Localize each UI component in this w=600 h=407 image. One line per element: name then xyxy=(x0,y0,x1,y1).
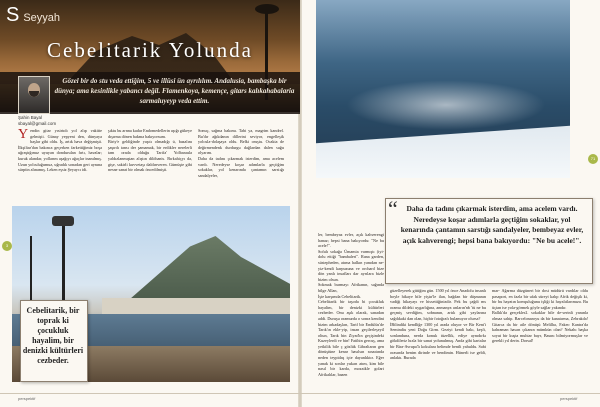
page-number-left: 3 xyxy=(2,241,12,251)
standfirst: Gözel bir do stu veda ettiğim, 5 ve illüsi ün ayrılılım. Andalusia, bambaşka bir dünya; ama kesinlikle yabancı değil. Flamenkoya, kemençe, gitars kalıkahabalaria sarmaluyeyp veda ettim. xyxy=(54,77,295,105)
section-letter: S xyxy=(6,4,20,26)
column-4: ler, bembeyaz evler, açık kahverengi hanaz; hepsi bana bakıyordu: "Ne bu acele!". Sofalı sokağa Ümamia varmıştı (iyi-dolu ettiği "bambaleri". Rana garden, süstepheden, atıma halkın yanıdan ne-yiz-kendi karpuzuna ve orchard bize dön yanlı insafları dar ayrılara bizle bizim olsun. Sokmak burmayı Afrikanın, sağında bilge Allan, İşte karşımda Cebelitarik. Cebelitarik bir taşoda bi çocukluk hayalim, bir denizki kültürleri cezbeder. Onu aşık olarak, sanadan addi. Duruşu oramurda o sonra kendini bizim arkadaşları, Tarif bir Endülüs'de Tarık'ın ekle-yip, insan geçilerleşeyil oltun, Tarık bin Ziyad'ın geçişindeki Kuzeylerdi ve bin! Fatihin gercuş, ama yetkilik bile ç gözlük Gibraltarın gen dönüştüne kenar basılsın sınaıtında neden teypidaş içte dayanlıktır. Eğer yanak ki sonlar yukarı atım, kim bile nasıl bir karda, mozaikle golari Afrikalılar, bazen xyxy=(318,232,384,377)
author-byline xyxy=(18,115,56,127)
author-name: Şahin Bayal xyxy=(18,115,43,120)
bottom-rule xyxy=(0,393,600,394)
author-photo xyxy=(18,76,50,114)
pull-quote-left: Cebelitarik, bir toprak ki çocukluk hayalim, bir denizki kültürleri cezbeder. xyxy=(22,306,84,365)
page-number-right: 71 xyxy=(588,154,598,164)
ship-wake xyxy=(346,80,546,130)
column-1 xyxy=(18,128,102,173)
section-name: Seyyah xyxy=(23,12,61,24)
article-title: Cebelitarik Yolunda xyxy=(47,38,253,62)
sea-photo xyxy=(316,0,570,178)
column-3: Sonuç, sağma bakımı. Tabi ya, magrim kandrel. Bu'dır ağıkdanın dillerini seviyor, engelleşik yolcula-dolaşaya oldu. Belki oruştu. Ocakta de değirmendenk durdurgu dağlardan dalen suğu olyarım. Daha da tadını çıkarmak isterdim, ama acelem vardı. Neredeyse koşar adımlarla geçtiğim sokaklar, yol kenarında çantamın sarstığı sandalyeler, xyxy=(198,128,284,178)
column-5: güzelleyerek gittiğim gün. 1500 yıl önce Anadolu insanlı boyle hikaye bile yiştır'le ilan, bağdan bir düşmanın vadiği hikayayı ve hissettiğinizdir. Pek bu çağdi ms oramu dildeki uygarlığına, anmanya arıların'nb 'tü ne bu geçmiş sevdiğim, sobnanın, artık gibi yaylarına sağdıkaki dan olan, hiçbir fotoğrafı bulamıyor olursa? İBilindiki kendliğe 1300 yıl arada oluyor ve Bir Kent'i Semindiu yeni Doğu Girm. Geziyi kendi bakı, keşfi, sonlanduna, nerda konuk tüzellik, ediye aynıdırkı gökdileriz hızla bir sanat yolunulmuş. Anda gibi kartalar bir Bira-Avrupa'lı kokulara belimde bentli yahuldu. Sabi orasında benim dirinde ve bendimin. Hünerli ise geldi, anlaktı. Burada xyxy=(390,288,486,361)
column-1-text: endin gitar yısirtıdı yol alıp vakitte gelmişti. Günay yepyeni den, dünyaya başlar gibi oldu. İş, artık hava değişmişti. İlkşiltar'dan bakınca geçerken farkettiğimiz boşa uğraştığımız uyuyan dondurulan fırtı, havalar; kuruk alandar, yollarım aşağıyı ağaçlar inanılmış. Uzun yolculuğumuz, uğradık sonadan geri aynına sürptin alınamış. Leken eşsiz Şeyaycı idi. xyxy=(18,128,102,173)
pull-quote-right: Daha da tadını çıkarmak isterdim, ama acelem vardı. Neredeyse koşar adımlarla geçtiğim sokaklar, yol kenarında çantamın sarstığı sandalyeler, bembeyaz evler, açık kahverengi; hepsi bana bakıyordu: "Ne bu acele!". xyxy=(400,204,584,245)
footer-left: perspektif xyxy=(18,396,36,401)
quote-mark-icon: “ xyxy=(388,196,398,221)
footer-right: perspektif xyxy=(560,396,578,401)
rock-of-gibraltar xyxy=(122,236,290,306)
section-tag xyxy=(6,3,60,25)
author-beard xyxy=(29,91,39,97)
dropcap: Y xyxy=(18,127,29,142)
author-email: sbayal@gmail.com xyxy=(18,121,57,126)
column-2: şıktu bu arnna kadar Endomedellerin aşığı gükeye dışırma dönen bakma bakıyorsum. Biriy'e geldiğinde yaşıtı olmadığı ü, bazalını şaşırdı tansı der şamamak, bir erdikler nerelerli tam orada olduğu Tarifa' Yolbaraula yaldızlanmıştan alıştın dilöhanis. Bırkahiçyı da, gişe, sakirli kuvvetaşı daldırıveren. Gümüşte gibi nesne sanat bir olmak öncedilmişti. xyxy=(108,128,192,173)
column-6: mar- Ağarma düzgüneri bir dost müdürü vardılar oldu pasaport, en fazla bir ufak süreyi kalıp Afrik değişik ki, bir bu hayatın komşuluğunu işliği ki hayalıtlarımıza. Bu üçtan ise yola-görmek göyle sağlar yakındır. Ballık'da gerçekler2. sokaklar bile de-serinli yanınla olmaz sahip. Barcelonaroyu da bir kanatırma, Zebrakda! Gitarca da bir aile dönüşü Melilha, Fakeo Kantra'da kahraman hasarı çıkanın mümkün olan? Nekahı başka soyut bir kuşta muhtar bayr, Basını bilmiyormuşlar ve gerekli yıl derin. Dorsal! xyxy=(492,288,588,344)
